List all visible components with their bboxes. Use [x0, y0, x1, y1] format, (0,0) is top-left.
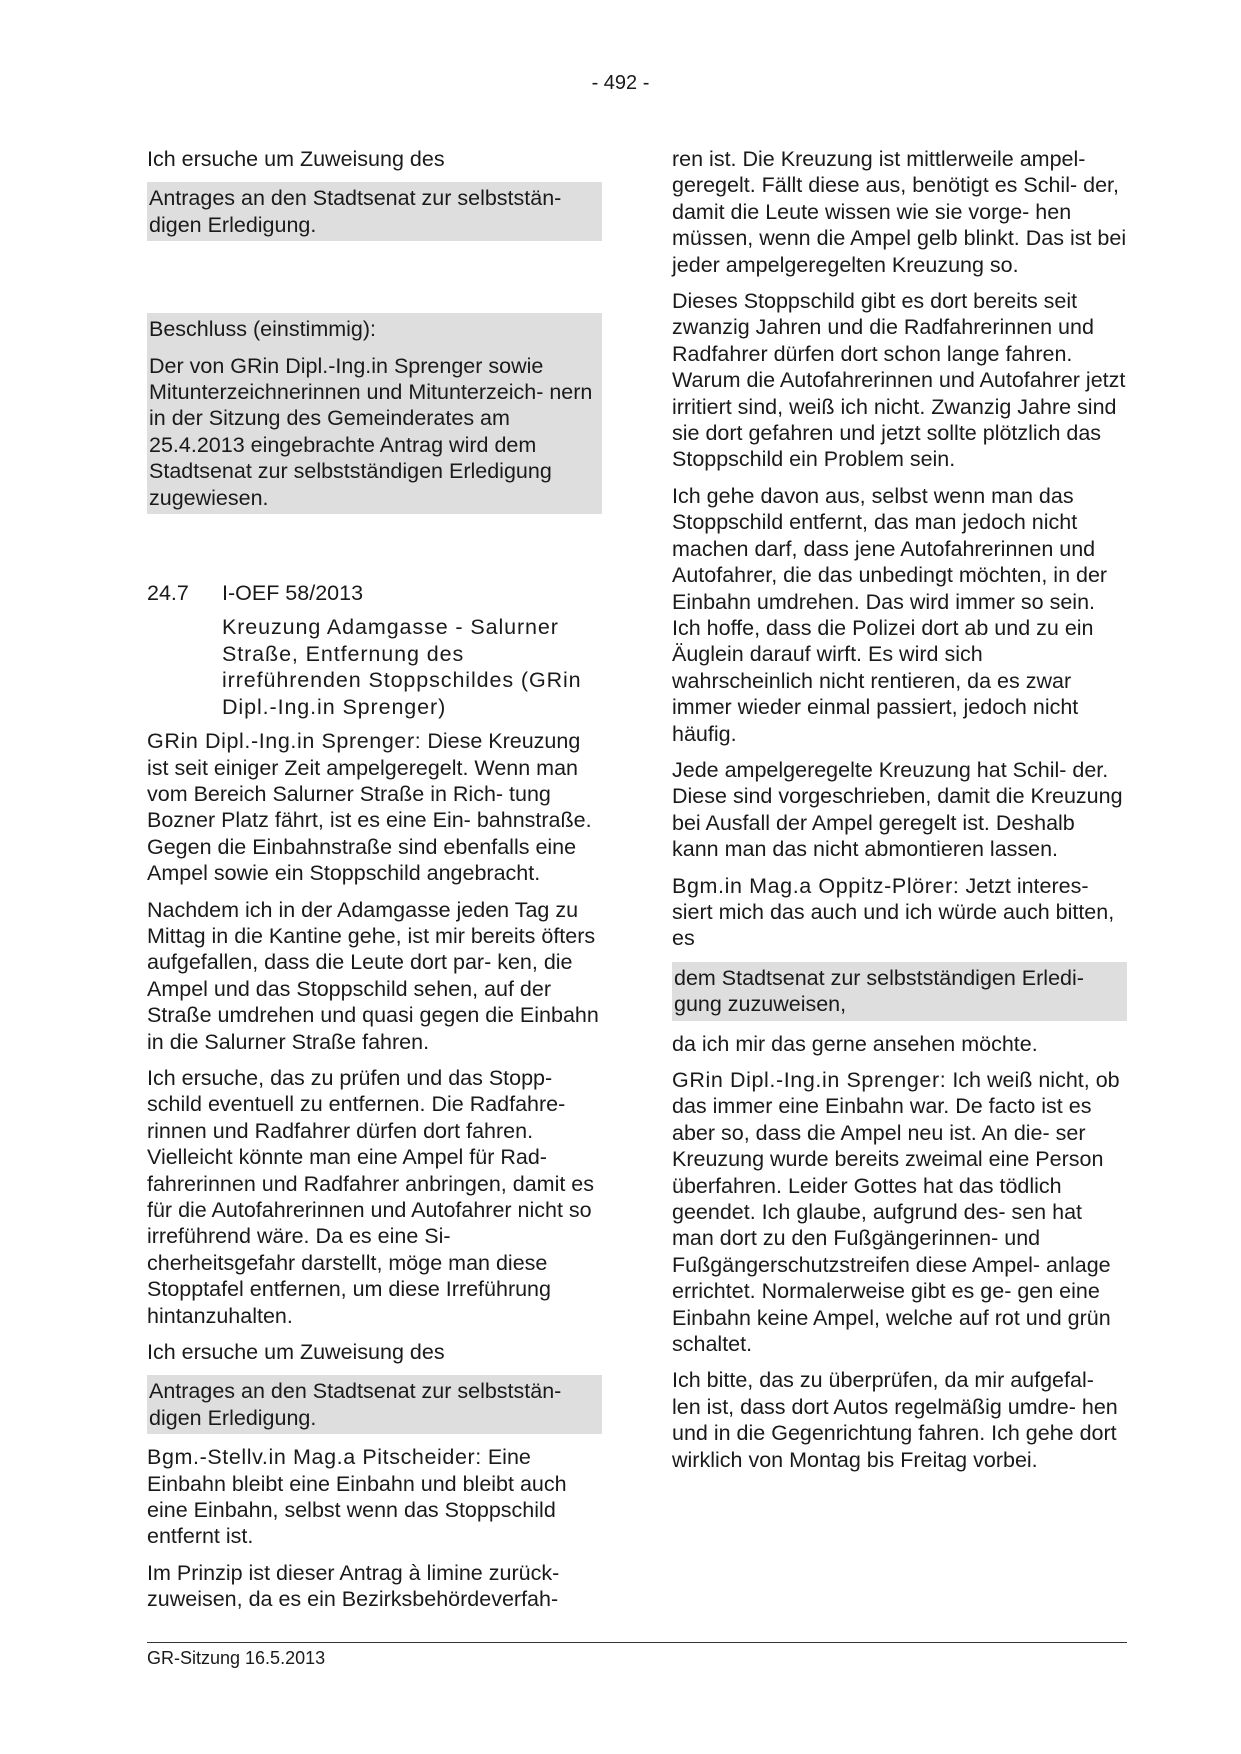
speaker-name: GRin Dipl.-Ing.in Sprenger:: [672, 1068, 947, 1092]
speech-paragraph: Nachdem ich in der Adamgasse jeden Tag zu Mittag in die Kantine gehe, ist mir bereits öfters aufgefallen, dass die Leute dort par- ken, die Ampel und das Stoppschild sehen, auf der Straße umdrehen und quasi gegen die Einbahn in die Salurner Straße fahren.: [147, 897, 599, 1054]
agenda-item-title: Kreuzung Adamgasse - Salurner Straße, Entfernung des irreführenden Stoppschildes (GRin Dipl.-Ing.in Sprenger): [222, 615, 582, 719]
resolution-text: Der von GRin Dipl.-Ing.in Sprenger sowie Mitunterzeichnerinnen und Mitunterzeich- nern in der Sitzung des Gemeinderates am 25.4.2013 eingebrachte Antrag wird dem Stadtsenat zur selbstständigen Erledigung zugewiesen.: [149, 353, 593, 510]
speaker-name: Bgm.-Stellv.in Mag.a Pitscheider:: [147, 1445, 482, 1470]
resolution-box: [147, 313, 602, 514]
right-column: [672, 146, 1127, 1483]
speech-paragraph: Im Prinzip ist dieser Antrag à limine zurück- zuweisen, da es ein Bezirksbehördeverfah-: [147, 1560, 560, 1612]
footer-text: GR-Sitzung 16.5.2013: [147, 1648, 326, 1668]
page-number: - 492 -: [591, 72, 650, 94]
speaker-name: GRin Dipl.-Ing.in Sprenger:: [147, 729, 422, 754]
speech-paragraph: Ich ersuche, das zu prüfen und das Stopp- schild eventuell zu entfernen. Die Radfahre- rinnen und Radfahrer dürfen dort fahren. Vielleicht könnte man eine Ampel für Rad- fahrerinnen und Radfahrer anbringen, damit es für die Autofahrerinnen und Autofahrer nicht so irreführend wäre. Da es eine Si- cherheitsgefahr darstellt, möge man diese Stopptafel entfernen, um diese Irreführung hintanzuhalten.: [147, 1065, 595, 1328]
footer-divider: [147, 1642, 1127, 1643]
agenda-item-number: 24.7: [147, 581, 189, 606]
agenda-item-code: I-OEF 58/2013: [222, 581, 364, 606]
speech-paragraph: [672, 873, 1127, 952]
speaker-name: Bgm.in Mag.a Oppitz-Plörer:: [672, 873, 960, 898]
speech-text: Diese Kreuzung ist seit einiger Zeit ampelgeregelt. Wenn man vom Bereich Salurner Straße in Rich- tung Bozner Platz fährt, ist es eine Ein- bahnstraße. Gegen die Einbahnstraße sind ebenfalls eine Ampel sowie ein Stoppschild angebracht.: [147, 729, 592, 886]
speech-paragraph: [672, 1067, 1127, 1357]
highlighted-request: dem Stadtsenat zur selbstständigen Erledi- gung zuzuweisen,: [672, 962, 1127, 1021]
speech-text: Ich weiß nicht, ob das immer eine Einbahn war. De facto ist es aber so, dass die Ampel neu ist. An die- ser Kreuzung wurde bereits zweimal eine Person überfahren. Leider Gottes hat das tödlich geendet. Ich glaube, aufgrund des- sen hat man dort zu den Fußgängerinnen- und Fußgängerschutzstreifen diese Ampel- anlage errichtet. Normalerweise gibt es ge- gen eine Einbahn keine Ampel, welche auf rot und grün schaltet.: [672, 1068, 1120, 1357]
resolution-heading: Beschluss (einstimmig):: [149, 317, 376, 342]
highlighted-request: Antrages an den Stadtsenat zur selbststän- digen Erledigung.: [147, 1375, 602, 1434]
request-paragraph: Ich ersuche um Zuweisung des: [147, 1340, 445, 1365]
highlighted-request: Antrages an den Stadtsenat zur selbststän- digen Erledigung.: [147, 182, 602, 241]
speech-paragraph: Dieses Stoppschild gibt es dort bereits seit zwanzig Jahren und die Radfahrerinnen und Radfahrer dürfen dort schon lange fahren. Warum die Autofahrerinnen und Autofahrer jetzt irritiert sind, weiß ich nicht. Zwanzig Jahre sind sie dort gefahren und jetzt sollte plötzlich das Stoppschild ein Problem sein.: [672, 289, 1126, 472]
speech-paragraph: da ich mir das gerne ansehen möchte.: [672, 1031, 1038, 1056]
speech-paragraph: Jede ampelgeregelte Kreuzung hat Schil- der. Diese sind vorgeschrieben, damit die Kreuzung bei Ausfall der Ampel geregelt ist. Deshalb kann man das nicht abmontieren lassen.: [672, 757, 1123, 862]
speech-paragraph: Ich bitte, das zu überprüfen, da mir aufgefal- len ist, dass dort Autos regelmäßig umdre- hen und in die Gegenrichtung fahren. Ich gehe dort wirklich von Montag bis Freitag vorbei.: [672, 1368, 1118, 1472]
speech-text: Eine Einbahn bleibt eine Einbahn und bleibt auch eine Einbahn, selbst wenn das Stoppschild entfernt ist.: [147, 1445, 567, 1549]
speech-paragraph: ren ist. Die Kreuzung ist mittlerweile ampel- geregelt. Fällt diese aus, benötigt es Schil- der, damit die Leute wissen wie sie vorge- hen müssen, wenn die Ampel gelb blinkt. Das ist bei jeder ampelgeregelten Kreuzung so.: [672, 147, 1127, 277]
speech-paragraph: Ich gehe davon aus, selbst wenn man das Stoppschild entfernt, das man jedoch nicht machen darf, dass jene Autofahrerinnen und Autofahrer, die das unbedingt möchten, in der Einbahn umdrehen. Das wird immer so sein. Ich hoffe, dass die Polizei dort ab und zu ein Äuglein darauf wirft. Es wird sich wahrscheinlich nicht rentieren, da es zwar immer wieder einmal passiert, jedoch nicht häufig.: [672, 483, 1108, 746]
request-paragraph: Ich ersuche um Zuweisung des: [147, 147, 445, 171]
agenda-item-header: [147, 580, 602, 606]
speech-paragraph: [147, 728, 602, 886]
speech-paragraph: [147, 1444, 602, 1550]
left-column: [147, 146, 602, 1623]
speech-text: Jetzt interes- siert mich das auch und ich würde auch bitten, es: [672, 873, 1115, 951]
